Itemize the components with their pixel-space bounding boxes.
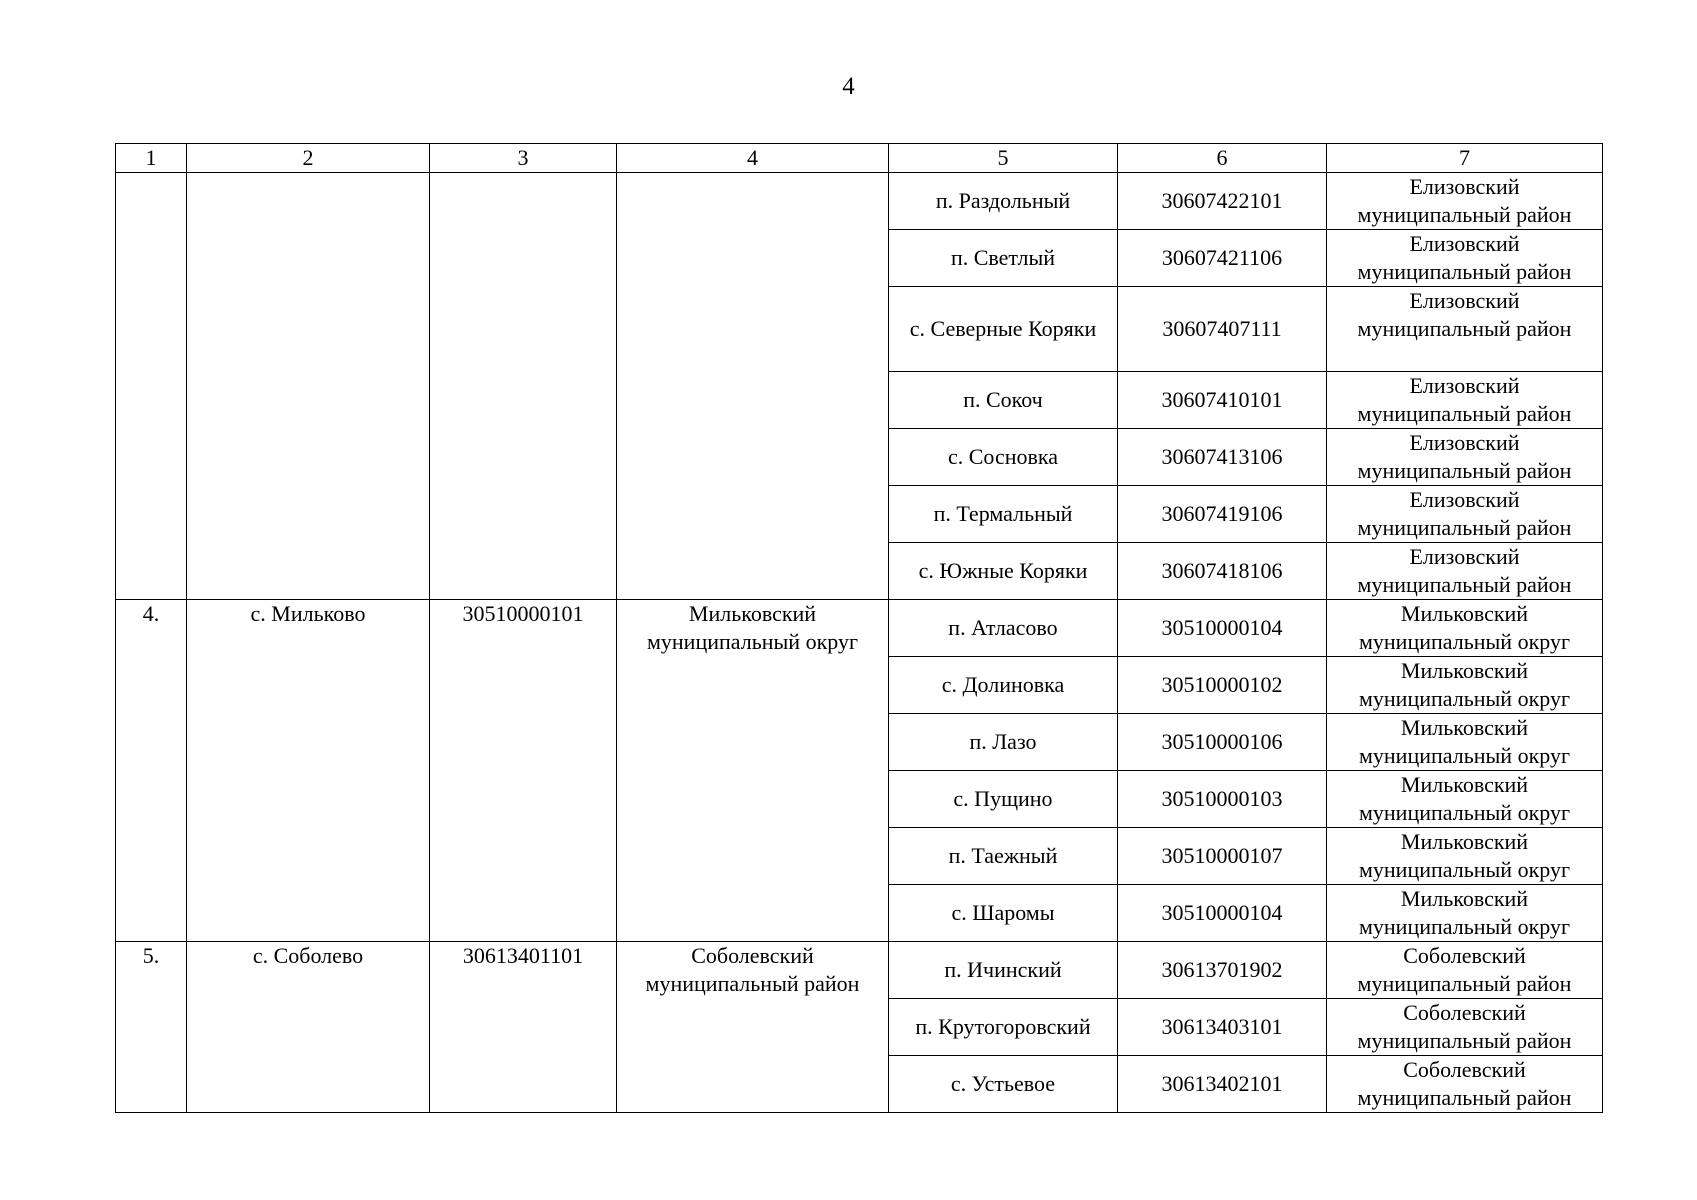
column-number: 6 — [1118, 144, 1327, 173]
municipal-unit: Мильковский муниципальный округ — [1327, 828, 1603, 885]
municipal-unit: Елизовский муниципальный район — [1327, 486, 1603, 543]
settlement-code: 30510000103 — [1118, 771, 1327, 828]
settlement-code: 30607422101 — [1118, 173, 1327, 230]
settlement-name: п. Таежный — [889, 828, 1118, 885]
municipal-unit: Соболевский муниципальный район — [1327, 999, 1603, 1056]
center-unit-cell — [617, 173, 889, 600]
municipal-unit: Елизовский муниципальный район — [1327, 429, 1603, 486]
settlement-name: с. Северные Коряки — [889, 287, 1118, 372]
settlement-name: с. Шаромы — [889, 885, 1118, 942]
column-number: 5 — [889, 144, 1118, 173]
settlement-name: с. Пущино — [889, 771, 1118, 828]
column-number: 2 — [187, 144, 430, 173]
municipal-unit: Мильковский муниципальный округ — [1327, 714, 1603, 771]
column-number: 7 — [1327, 144, 1603, 173]
municipal-unit: Мильковский муниципальный округ — [1327, 885, 1603, 942]
settlement-code: 30607407111 — [1118, 287, 1327, 372]
settlement-code: 30510000104 — [1118, 885, 1327, 942]
center-settlement-cell: с. Соболево — [187, 942, 430, 1113]
settlement-name: с. Долиновка — [889, 657, 1118, 714]
settlements-table — [115, 143, 1603, 1113]
settlement-code: 30607419106 — [1118, 486, 1327, 543]
settlement-code: 30510000102 — [1118, 657, 1327, 714]
settlement-code: 30607418106 — [1118, 543, 1327, 600]
page-number: 4 — [842, 73, 855, 100]
municipal-unit: Соболевский муниципальный район — [1327, 942, 1603, 999]
municipal-unit: Мильковский муниципальный округ — [1327, 771, 1603, 828]
group-number-cell: 5. — [116, 942, 187, 1113]
column-number: 3 — [430, 144, 617, 173]
settlement-name: п. Атласово — [889, 600, 1118, 657]
column-number: 4 — [617, 144, 889, 173]
table-row — [116, 173, 1603, 230]
center-code-cell — [430, 173, 617, 600]
center-settlement-cell: с. Мильково — [187, 600, 430, 942]
settlement-code: 30510000107 — [1118, 828, 1327, 885]
settlement-name: п. Светлый — [889, 230, 1118, 287]
settlement-code: 30613701902 — [1118, 942, 1327, 999]
municipal-unit: Мильковский муниципальный округ — [1327, 600, 1603, 657]
center-unit-cell: Мильковский муниципальный округ — [617, 600, 889, 942]
settlement-name: п. Крутогоровский — [889, 999, 1118, 1056]
settlement-name: п. Раздольный — [889, 173, 1118, 230]
settlement-name: п. Сокоч — [889, 372, 1118, 429]
settlement-code: 30613402101 — [1118, 1056, 1327, 1113]
municipal-unit: Соболевский муниципальный район — [1327, 1056, 1603, 1113]
municipal-unit: Елизовский муниципальный район — [1327, 372, 1603, 429]
center-code-cell: 30510000101 — [430, 600, 617, 942]
center-code-cell: 30613401101 — [430, 942, 617, 1113]
table-row — [116, 942, 1603, 999]
settlement-name: п. Термальный — [889, 486, 1118, 543]
group-number-cell: 4. — [116, 600, 187, 942]
municipal-unit: Мильковский муниципальный округ — [1327, 657, 1603, 714]
municipal-unit: Елизовский муниципальный район — [1327, 287, 1603, 372]
center-unit-cell: Соболевский муниципальный район — [617, 942, 889, 1113]
settlement-code: 30510000106 — [1118, 714, 1327, 771]
settlement-code: 30607413106 — [1118, 429, 1327, 486]
settlement-code: 30510000104 — [1118, 600, 1327, 657]
settlement-name: с. Южные Коряки — [889, 543, 1118, 600]
settlement-code: 30613403101 — [1118, 999, 1327, 1056]
municipal-unit: Елизовский муниципальный район — [1327, 543, 1603, 600]
settlement-name: п. Ичинский — [889, 942, 1118, 999]
column-number-row — [116, 144, 1603, 173]
settlement-name: с. Устьевое — [889, 1056, 1118, 1113]
municipal-unit: Елизовский муниципальный район — [1327, 230, 1603, 287]
settlement-code: 30607421106 — [1118, 230, 1327, 287]
settlement-name: с. Сосновка — [889, 429, 1118, 486]
column-number: 1 — [116, 144, 187, 173]
settlement-name: п. Лазо — [889, 714, 1118, 771]
group-number-cell — [116, 173, 187, 600]
settlement-code: 30607410101 — [1118, 372, 1327, 429]
table-row — [116, 600, 1603, 657]
center-settlement-cell — [187, 173, 430, 600]
municipal-unit: Елизовский муниципальный район — [1327, 173, 1603, 230]
